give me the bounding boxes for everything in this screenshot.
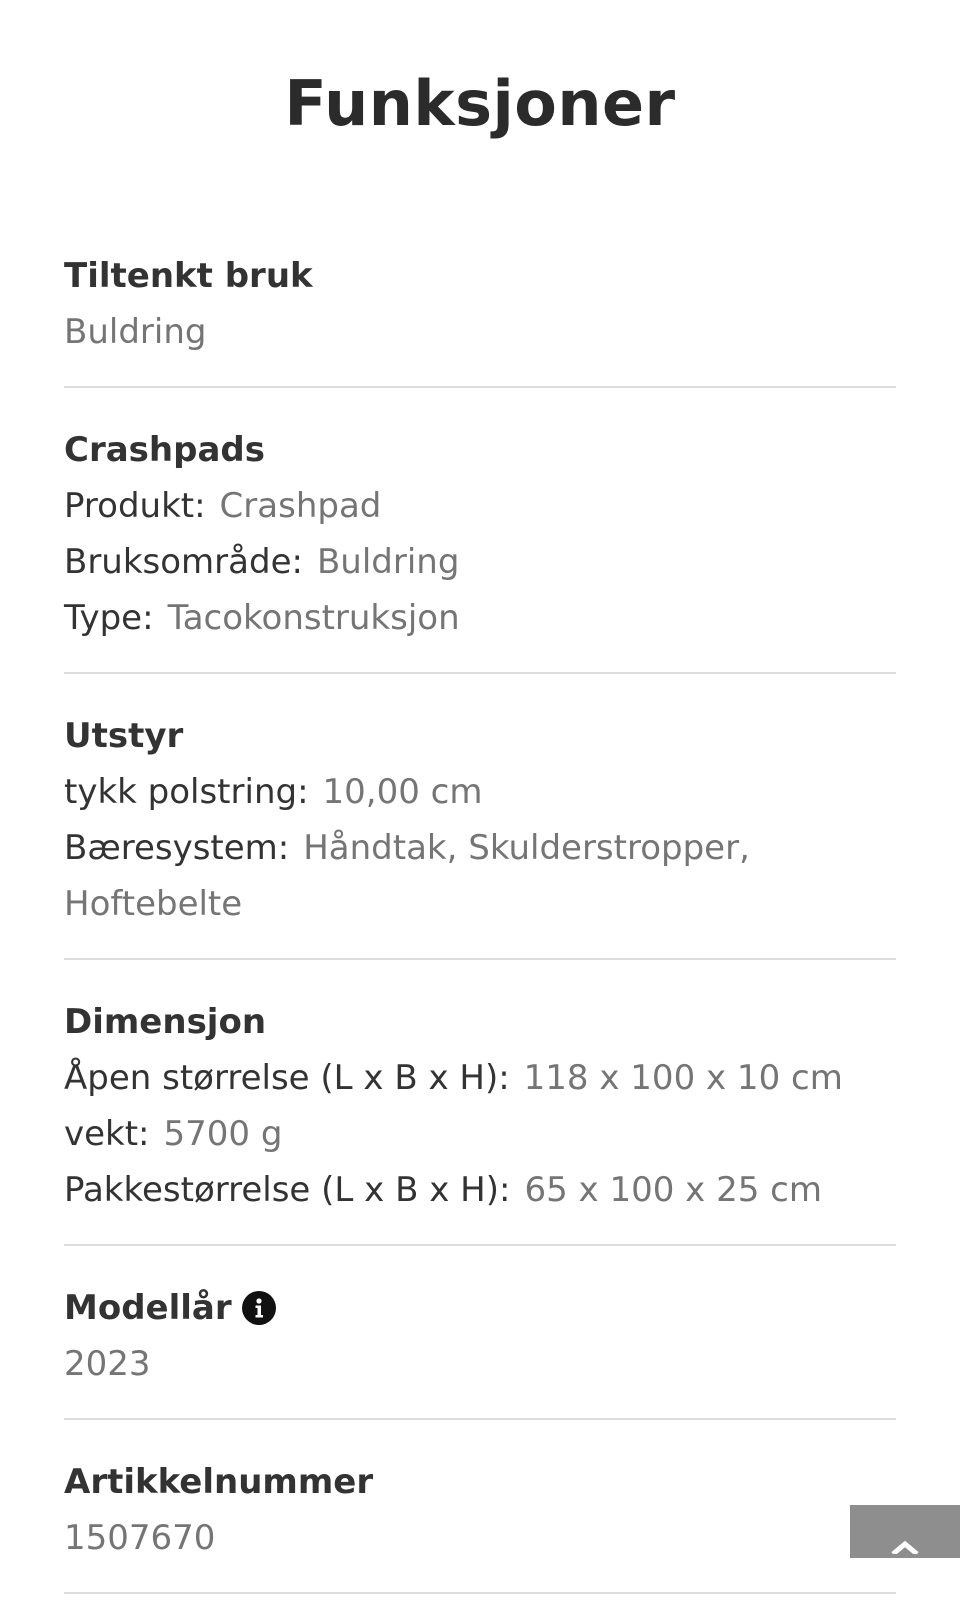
spec-value: Håndtak, Skulderstropper, Hoftebelte <box>64 828 750 924</box>
spec-label: Åpen størrelse (L x B x H): <box>64 1058 510 1098</box>
spec-value: Tacokonstruksjon <box>167 598 460 638</box>
section-title-model-year <box>64 1280 896 1336</box>
spec-value-text: Buldring <box>64 312 207 352</box>
page-title: Funksjoner <box>284 67 676 140</box>
section-title: Tiltenkt bruk <box>64 256 313 296</box>
spec-value: Crashpad <box>219 486 382 526</box>
spec-label: tykk polstring: <box>64 772 309 812</box>
section-title: Utstyr <box>64 716 184 756</box>
spec-row <box>64 478 896 534</box>
spec-value-text: 1507670 <box>64 1518 216 1558</box>
spec-value <box>64 304 896 360</box>
info-icon[interactable] <box>242 1291 276 1325</box>
spec-label: Type: <box>64 598 154 638</box>
spec-row <box>64 1106 896 1162</box>
spec-row <box>64 534 896 590</box>
spec-value: 5700 g <box>163 1114 283 1154</box>
section-equipment <box>64 700 896 960</box>
spec-row <box>64 820 896 932</box>
section-model-year <box>64 1272 896 1420</box>
spec-value <box>64 1336 896 1392</box>
spec-value: Buldring <box>316 542 460 582</box>
spec-value-text: 2023 <box>64 1344 151 1384</box>
section-dimensions <box>64 986 896 1246</box>
section-title-text: Modellår <box>64 1288 232 1328</box>
spec-row <box>64 1162 896 1218</box>
spec-label: vekt: <box>64 1114 150 1154</box>
section-crashpads <box>64 414 896 674</box>
scroll-to-top-button[interactable] <box>850 1505 960 1558</box>
spec-row <box>64 764 896 820</box>
spec-label: Produkt: <box>64 486 206 526</box>
spec-value: 65 x 100 x 25 cm <box>524 1170 822 1210</box>
chevron-up-icon <box>885 1539 925 1558</box>
spec-value: 118 x 100 x 10 cm <box>523 1058 843 1098</box>
spec-label: Bæresystem: <box>64 828 290 868</box>
section-article-number <box>64 1446 896 1594</box>
spec-label: Bruksområde: <box>64 542 303 582</box>
section-intended-use <box>64 240 896 388</box>
section-title: Dimensjon <box>64 1002 267 1042</box>
section-title: Artikkelnummer <box>64 1462 374 1502</box>
section-title: Crashpads <box>64 430 265 470</box>
spec-label: Pakkestørrelse (L x B x H): <box>64 1170 511 1210</box>
spec-row <box>64 1050 896 1106</box>
spec-row <box>64 590 896 646</box>
spec-value: 10,00 cm <box>322 772 483 812</box>
specs-list <box>64 240 896 1620</box>
